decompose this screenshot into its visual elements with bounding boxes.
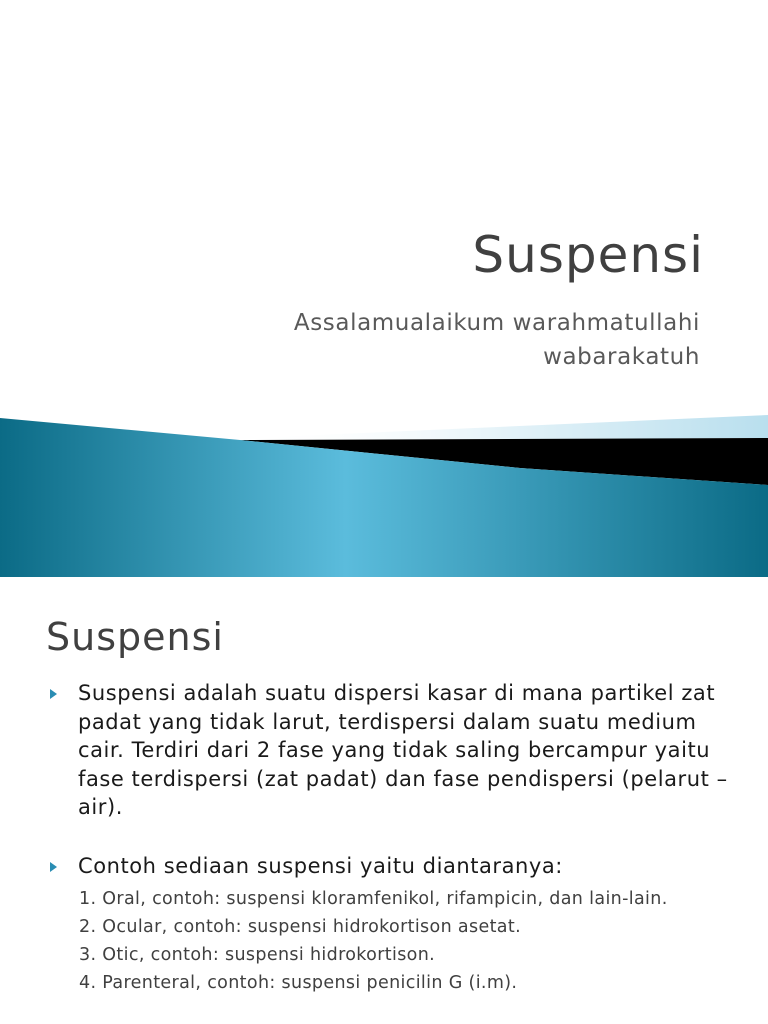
examples-list	[79, 887, 719, 999]
bullet-item	[50, 852, 740, 881]
wave-pale-strip	[250, 415, 768, 440]
bullet-text: Suspensi adalah suatu dispersi kasar di mana partikel zat padat yang tidak larut, terdispersi dalam suatu medium cair. Terdiri dari 2 fase yang tidak saling bercampur yaitu fase terdispersi (zat padat) dan fase pendispersi (pelarut – air).	[78, 681, 728, 819]
decorative-wave-band	[0, 410, 768, 577]
bullet-arrow-icon	[50, 689, 57, 699]
example-item: 1. Oral, contoh: suspensi kloramfenikol, rifampicin, dan lain-lain.	[79, 889, 668, 909]
content-slide	[0, 577, 768, 1024]
slide1-subtitle: Assalamualaikum warahmatullahi wabarakatuh	[293, 310, 700, 370]
bullet-item	[50, 679, 740, 822]
example-item: 3. Otic, contoh: suspensi hidrokortison.	[79, 945, 436, 965]
example-item: 2. Ocular, contoh: suspensi hidrokortison asetat.	[79, 917, 521, 937]
bullet-arrow-icon	[50, 862, 57, 872]
bullet-text: Contoh sediaan suspensi yaitu diantaranya:	[78, 854, 563, 878]
slide2-title: Suspensi	[46, 615, 224, 659]
slide1-title: Suspensi	[472, 226, 704, 284]
example-item: 4. Parenteral, contoh: suspensi penicilin G (i.m).	[79, 973, 518, 993]
